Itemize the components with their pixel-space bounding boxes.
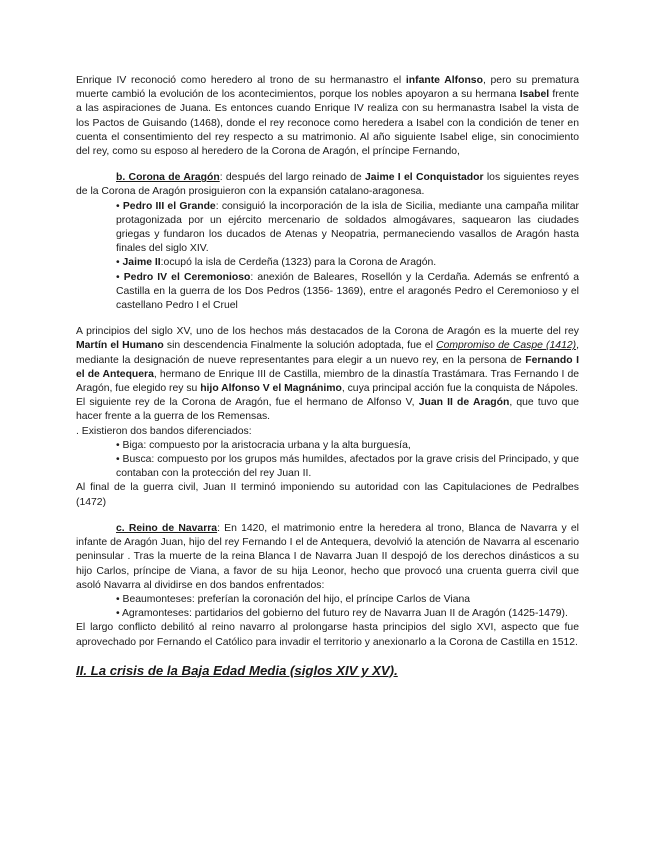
paragraph-aragon-intro: b. Corona de Aragón: después del largo reinado de Jaime I el Conquistador los siguientes reyes de la Corona de Aragón prosiguieron con la expansión catalano-aragonesa. [76,172,580,198]
list-item: • Jaime II:ocupó la isla de Cerdeña (1323) para la Corona de Aragón. [116,257,437,269]
paragraph-succession: Enrique IV reconoció como heredero al trono de su hermanastro el infante Alfonso, pero su prematura muerte cambió la evolución de los acontecimientos, porque los nobles apoyaron a su hermana Isabel frente a las aspiraciones de Juana. Es entonces cuando Enrique IV realiza con su hermanastra Isabel la vista de los Pactos de Guisando (1468), donde el rey reconoce como heredera a Isabel con la condición de tener en cuenta el consentimiento del rey respecto a su matrimonio. Al año siguiente Isabel elige, sin conocimiento del rey, como su esposo al heredero de la Corona de Aragón, el príncipe Fernando, [76,75,579,158]
list-item: • Pedro III el Grande: consiguió la incorporación de la isla de Sicilia, mediante una campaña militar protagonizada por un ejército mercenario de soldados almogávares, saquearon las ciudades griegas y fundaron los ducados de Atenas y Neopatria, permaneciendo vasallos de Aragón hasta finales del siglo XIV. [116,200,580,255]
paragraph-navarra: c. Reino de Navarra: En 1420, el matrimonio entre la heredera al trono, Blanca de Navarra y el infante de Aragón Juan, hijo del rey Fernando I el de Antequera, devolvió la atención de Navarra al escenario peninsular . Tras la muerte de la reina Blanca I de Navarra Juan II despojó de los derechos dinásticos a su hijo Carlos, príncipe de Viana, a favor de su hija Leonor, hecho que provocó una cruenta guerra civil que asoló Navarra al dividirse en dos bandos enfrentados: [76,522,579,591]
list-item: • Biga: compuesto por la aristocracia urbana y la alta burguesía, [116,439,411,451]
aragon-kings-list [116,200,579,314]
paragraph-pedralbes: Al final de la guerra civil, Juan II terminó imponiendo su autoridad con las Capitulaciones de Pedralbes (1472) [76,482,579,508]
section-heading-navarra: c. Reino de Navarra [116,522,218,534]
paragraph-caspe: A principios del siglo XV, uno de los hechos más destacados de la Corona de Aragón es la muerte del rey Martín el Humano sin descendencia Finalmente la solución adoptada, fue el Compromiso de Caspe (1412), mediante la designación de nueve representantes para elegir a un nuevo rey, en la persona de Fernando I el de Antequera, hermano de Enrique III de Castilla, miembro de la dinastía Trastámara. Tras Fernando I de Aragón, fue elegido rey su hijo Alfonso V el Magnánimo, cuya principal acción fue la conquista de Nápoles. [76,326,579,395]
section-title: II. La crisis de la Baja Edad Media (siglos XIV y XV). [76,662,398,678]
paragraph-conflict: El largo conflicto debilitó al reino navarro al prolongarse hasta principios del siglo XVI, aspecto que fue aprovechado por Fernando el Católico para invadir el territorio y anexionarlo a la Corona de Castilla en 1512. [76,622,579,648]
section-heading-aragon: b. Corona de Aragón [116,172,220,184]
list-item: • Beaumonteses: preferían la coronación del hijo, el príncipe Carlos de Viana [116,593,471,605]
list-item: • Agramonteses: partidarios del gobierno del futuro rey de Navarra Juan II de Aragón (1425-1479). [116,608,568,620]
list-item: • Busca: compuesto por los grupos más humildes, afectados por la grave crisis del Principado, y que contaban con la protección del rey Juan II. [116,454,579,480]
bandos-list [116,439,579,482]
paragraph-juan-ii: El siguiente rey de la Corona de Aragón, fue el hermano de Alfonso V, Juan II de Aragón, que tuvo que hacer frente a la guerra de los Remensas. [76,397,579,423]
navarra-bandos-list [116,593,579,621]
list-item: • Pedro IV el Ceremonioso: anexión de Baleares, Rosellón y la Cerdaña. Además se enfrentó a Castilla en la guerra de los Dos Pedros (1356- 1369), entre el aragonés Pedro el Ceremonioso y el castellano Pedro I el Cruel [116,271,579,312]
document-page [76,74,579,680]
paragraph-bandos: . Existieron dos bandos diferenciados: [76,425,252,437]
compromiso-caspe-link: Compromiso de Caspe (1412) [436,340,577,352]
